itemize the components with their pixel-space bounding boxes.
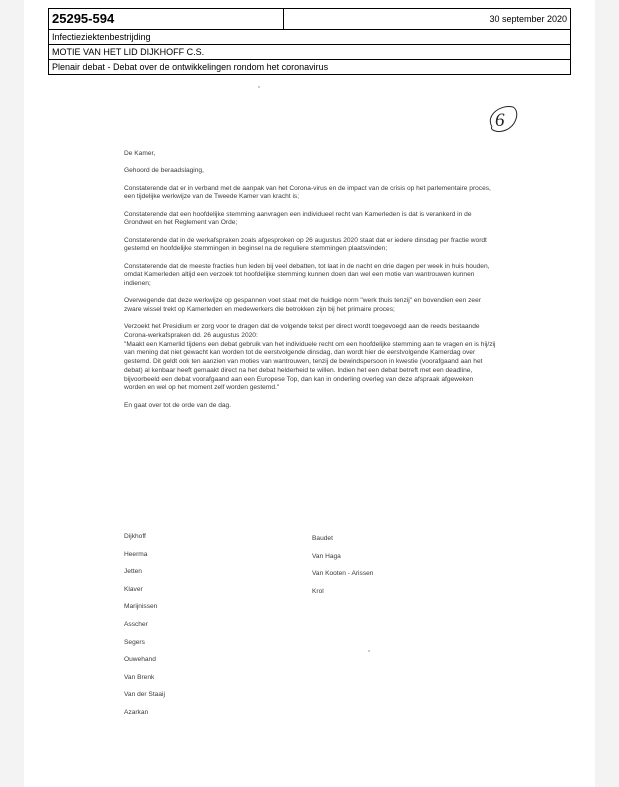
- signer-name: Van Haga: [312, 552, 341, 560]
- signer-name: Marijnissen: [124, 603, 158, 611]
- signers-left: [124, 532, 165, 726]
- signer-name: Van Kooten - Arissen: [312, 570, 374, 578]
- motion-paragraph: Constaterende dat de meeste fracties hun leden bij veel debatten, tot laat in de nacht en drie dagen per week in huis houden, omdat Kamerleden altijd een verzoek tot hoofdelijke stemming kunnen doen dan wel een motie van wantrouwen kunnen indienen;: [124, 262, 490, 287]
- handwritten-number: [482, 100, 522, 136]
- scan-speck: [258, 86, 260, 88]
- signer-name: Baudet: [312, 535, 333, 542]
- motion-paragraph: Overwegende dat deze werkwijze op gespannen voet staat met de huidige norm "werk thuis tenzij" en bovendien een zeer zware wissel trekt op Kamerleden en medewerkers die betrokken zijn bij het primaire proces;: [124, 297, 481, 313]
- document-title: MOTIE VAN HET LID DIJKHOFF C.S.: [49, 45, 571, 60]
- motion-opening: De Kamer,: [124, 150, 156, 157]
- signer-name: Jetten: [124, 568, 142, 576]
- motion-heard: Gehoord de beraadslaging,: [124, 167, 204, 175]
- signer-name: Heerma: [124, 550, 148, 558]
- motion-quote: "Maakt een Kamerlid tijdens een debat gebruik van het individuele recht om een hoofdelijke stemming aan te vragen en is hij/zij van mening dat niet gewacht kan worden tot de eerstvolgende dinsdag, dan wordt hier de eerstvolgende Kamerdag over gestemd. Dit geldt ook ten aanzien van moties van wantrouwen, tenzij de bewindspersoon in kwestie (voorafgaand aan het debat) al kenbaar heeft gemaakt direct na het debat helderheid te willen. Indien het een debat betreft met een deadline, bijvoorbeeld een debat voorafgaand aan een Europese Top, dan kan in onderling overleg van deze afspraak afgeweken worden en wel op het moment zelf worden gestemd.": [124, 340, 496, 392]
- signer-name: Van Brenk: [124, 673, 155, 681]
- handwritten-number-text: 6: [495, 110, 505, 131]
- motion-body: [124, 150, 496, 419]
- signer-name: Dijkhoff: [124, 533, 146, 540]
- motion-request: Verzoekt het Presidium er zorg voor te dragen dat de volgende tekst per direct wordt toegevoegd aan de reeds bestaande Corona-werkafspraken dd. 26 augustus 2020:: [124, 323, 480, 339]
- document-number: 25295-594: [52, 10, 115, 26]
- signer-name: Krol: [312, 587, 324, 595]
- motion-paragraph: Constaterende dat in de werkafspraken zoals afgesproken op 26 augustus 2020 staat dat er iedere dinsdag per fractie wordt gestemd en hoofdelijke stemmingen in beginsel na de reguliere stemmingen plaatsvinden;: [124, 236, 487, 253]
- signers-right: [312, 534, 373, 604]
- document-number-cell: [49, 9, 284, 30]
- signer-name: Segers: [124, 638, 145, 646]
- document-date: 30 september 2020: [283, 9, 570, 30]
- signer-name: Ouwehand: [124, 656, 156, 664]
- signer-name: Azarkan: [124, 708, 149, 716]
- signer-name: Van der Staaij: [124, 691, 165, 699]
- motion-paragraph: Constaterende dat een hoofdelijke stemming aanvragen een individueel recht van Kamerleden is dat is verankerd in de Grondwet en het Reglement van Orde;: [124, 210, 472, 227]
- document-subject: Infectieziektenbestrijding: [49, 30, 571, 45]
- signer-name: Asscher: [124, 620, 148, 628]
- motion-closing: En gaat over tot de orde van de dag.: [124, 401, 232, 409]
- motion-paragraph: Constaterende dat er in verband met de aanpak van het Corona-virus en de impact van de crisis op het parlementaire proces, een tijdelijke werkwijze van de Tweede Kamer van kracht is;: [124, 184, 491, 201]
- scan-speck: [368, 650, 370, 652]
- document-header: [48, 8, 571, 75]
- debate-name: Plenair debat - Debat over de ontwikkelingen rondom het coronavirus: [49, 60, 571, 75]
- signer-name: Klaver: [124, 585, 143, 593]
